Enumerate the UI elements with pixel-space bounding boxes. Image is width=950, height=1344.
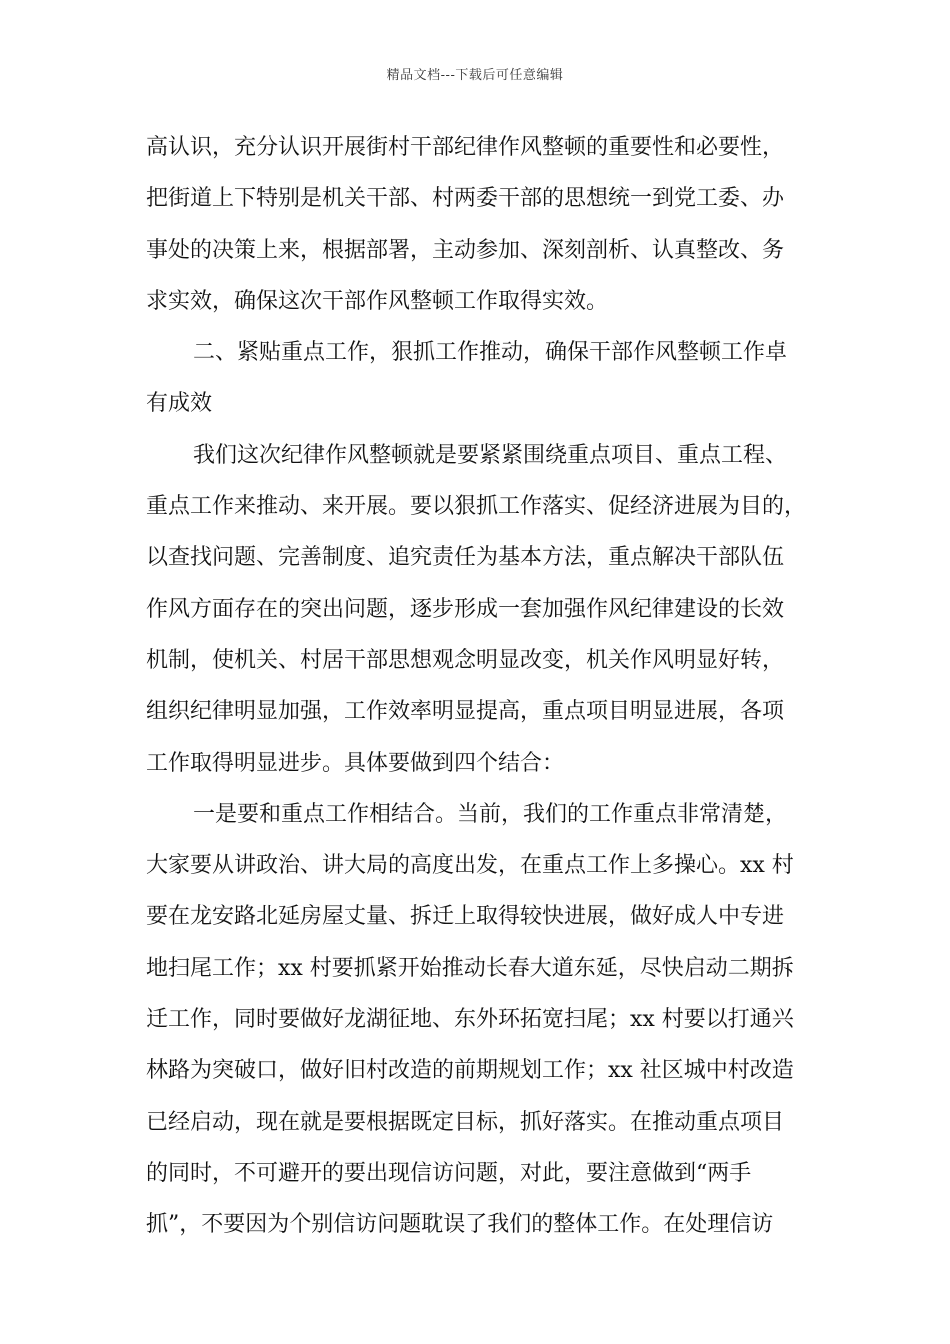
text-line: 高认识，充分认识开展街村干部纪律作风整顿的重要性和必要性， — [146, 135, 785, 160]
text-line: 求实效，确保这次干部作风整顿工作取得实效。 — [146, 288, 609, 314]
text-line: 工作取得明显进步。具体要做到四个结合： — [146, 750, 565, 776]
text-line: 林路为突破口，做好旧村改造的前期规划工作；xx 社区城中村改造 — [146, 1058, 794, 1084]
text-line: 一是要和重点工作相结合。当前，我们的工作重点非常清楚， — [193, 801, 788, 827]
text-line: 把街道上下特别是机关干部、村两委干部的思想统一到党工委、办 — [146, 186, 785, 212]
text-line: 迁工作，同时要做好龙湖征地、东外环拓宽扫尾；xx 村要以打通兴 — [146, 1007, 794, 1033]
section-heading-line: 二、紧贴重点工作，狠抓工作推动，确保干部作风整顿工作卓 — [193, 340, 788, 366]
text-line: 以查找问题、完善制度、追究责任为基本方法，重点解决干部队伍 — [146, 545, 785, 571]
text-line: 机制，使机关、村居干部思想观念明显改变，机关作风明显好转， — [146, 647, 785, 673]
text-line: 要在龙安路北延房屋丈量、拆迁上取得较快进展，做好成人中专进 — [146, 904, 785, 930]
section-heading-line: 有成效 — [146, 391, 213, 417]
text-line: 组织纪律明显加强，工作效率明显提高，重点项目明显进展，各项 — [146, 699, 785, 725]
text-line: 的同时，不可避开的要出现信访问题，对此，要注意做到“两手 — [146, 1160, 752, 1186]
text-line: 抓”，不要因为个别信访问题耽误了我们的整体工作。在处理信访 — [146, 1212, 774, 1238]
text-line: 已经启动，现在就是要根据既定目标，抓好落实。在推动重点项目 — [146, 1109, 785, 1135]
document-body — [146, 122, 826, 1251]
text-line: 地扫尾工作；xx 村要抓紧开始推动长春大道东延，尽快启动二期拆 — [146, 955, 794, 981]
text-line: 事处的决策上来，根据部署，主动参加、深刻剖析、认真整改、务 — [146, 237, 785, 263]
text-line: 重点工作来推动、来开展。要以狠抓工作落实、促经济进展为目的， — [146, 494, 807, 520]
text-line: 我们这次纪律作风整顿就是要紧紧围绕重点项目、重点工程、 — [193, 442, 788, 468]
text-line: 大家要从讲政治、讲大局的高度出发，在重点工作上多操心。xx 村 — [146, 853, 794, 879]
text-line: 作风方面存在的突出问题，逐步形成一套加强作风纪律建设的长效 — [146, 596, 785, 622]
page-header: 精品文档---下载后可任意编辑 — [386, 68, 564, 83]
